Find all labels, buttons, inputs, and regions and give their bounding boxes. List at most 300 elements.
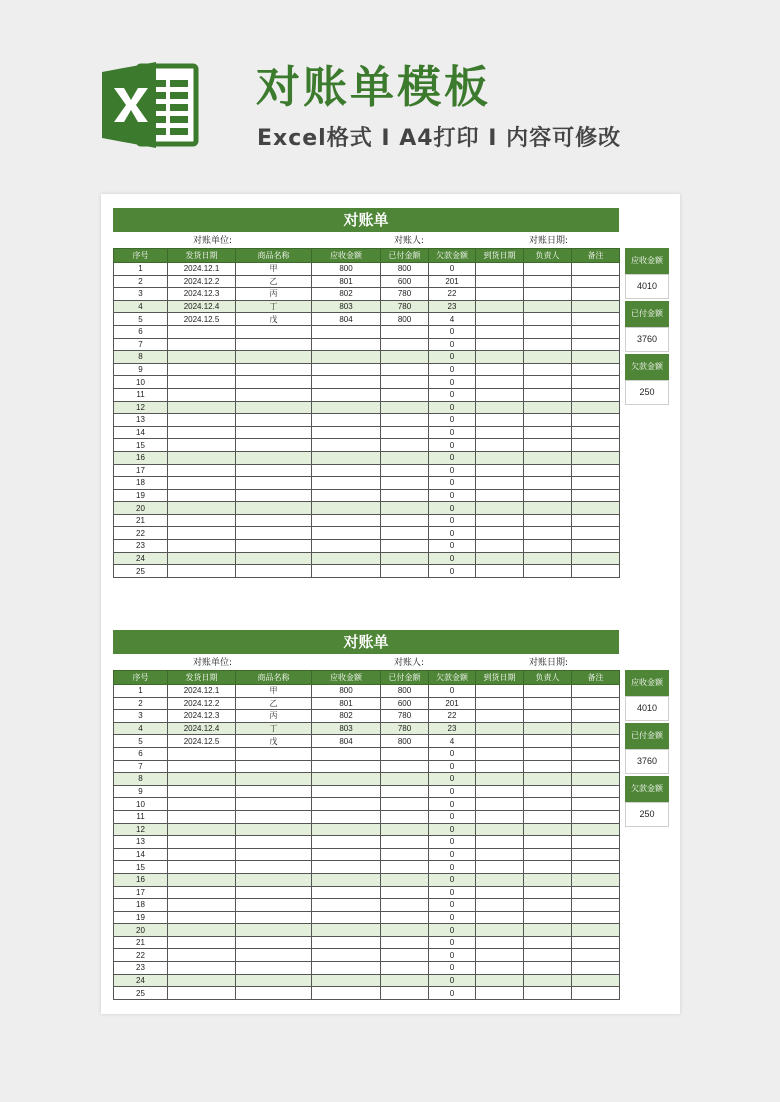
owed-cell[interactable]: 22	[429, 710, 476, 723]
receivable-cell[interactable]: 803	[312, 722, 381, 735]
owed-cell[interactable]: 0	[429, 810, 476, 823]
remark-cell[interactable]	[572, 414, 620, 427]
arrival-date-cell[interactable]	[476, 376, 524, 389]
ship-date-cell[interactable]: 2024.12.1	[168, 263, 236, 276]
seq-cell[interactable]: 8	[114, 773, 168, 786]
manager-cell[interactable]	[524, 489, 572, 502]
arrival-date-cell[interactable]	[476, 313, 524, 326]
product-cell[interactable]	[236, 785, 312, 798]
receivable-cell[interactable]	[312, 886, 381, 899]
owed-cell[interactable]: 0	[429, 376, 476, 389]
arrival-date-cell[interactable]	[476, 747, 524, 760]
manager-cell[interactable]	[524, 974, 572, 987]
arrival-date-cell[interactable]	[476, 540, 524, 553]
arrival-date-cell[interactable]	[476, 338, 524, 351]
manager-cell[interactable]	[524, 848, 572, 861]
arrival-date-cell[interactable]	[476, 760, 524, 773]
remark-cell[interactable]	[572, 873, 620, 886]
seq-cell[interactable]: 9	[114, 363, 168, 376]
ship-date-cell[interactable]	[168, 974, 236, 987]
receivable-cell[interactable]	[312, 873, 381, 886]
remark-cell[interactable]	[572, 313, 620, 326]
product-cell[interactable]	[236, 924, 312, 937]
paid-cell[interactable]	[381, 414, 429, 427]
ship-date-cell[interactable]	[168, 527, 236, 540]
arrival-date-cell[interactable]	[476, 873, 524, 886]
receivable-cell[interactable]	[312, 338, 381, 351]
owed-cell[interactable]: 201	[429, 275, 476, 288]
owed-cell[interactable]: 0	[429, 325, 476, 338]
ship-date-cell[interactable]	[168, 426, 236, 439]
manager-cell[interactable]	[524, 810, 572, 823]
receivable-cell[interactable]	[312, 848, 381, 861]
ship-date-cell[interactable]	[168, 848, 236, 861]
remark-cell[interactable]	[572, 540, 620, 553]
manager-cell[interactable]	[524, 924, 572, 937]
manager-cell[interactable]	[524, 760, 572, 773]
product-cell[interactable]	[236, 936, 312, 949]
receivable-cell[interactable]	[312, 477, 381, 490]
owed-cell[interactable]: 0	[429, 351, 476, 364]
paid-cell[interactable]: 800	[381, 263, 429, 276]
paid-cell[interactable]	[381, 338, 429, 351]
product-cell[interactable]	[236, 376, 312, 389]
ship-date-cell[interactable]	[168, 798, 236, 811]
remark-cell[interactable]	[572, 735, 620, 748]
paid-cell[interactable]	[381, 773, 429, 786]
seq-cell[interactable]: 15	[114, 439, 168, 452]
owed-cell[interactable]: 0	[429, 540, 476, 553]
ship-date-cell[interactable]	[168, 823, 236, 836]
receivable-cell[interactable]	[312, 489, 381, 502]
remark-cell[interactable]	[572, 351, 620, 364]
owed-cell[interactable]: 0	[429, 552, 476, 565]
ship-date-cell[interactable]	[168, 861, 236, 874]
seq-cell[interactable]: 18	[114, 899, 168, 912]
manager-cell[interactable]	[524, 263, 572, 276]
owed-cell[interactable]: 0	[429, 987, 476, 1000]
manager-cell[interactable]	[524, 514, 572, 527]
paid-cell[interactable]	[381, 489, 429, 502]
remark-cell[interactable]	[572, 527, 620, 540]
remark-cell[interactable]	[572, 823, 620, 836]
seq-cell[interactable]: 4	[114, 722, 168, 735]
product-cell[interactable]	[236, 848, 312, 861]
paid-cell[interactable]	[381, 823, 429, 836]
arrival-date-cell[interactable]	[476, 810, 524, 823]
product-cell[interactable]	[236, 886, 312, 899]
arrival-date-cell[interactable]	[476, 388, 524, 401]
remark-cell[interactable]	[572, 477, 620, 490]
receivable-cell[interactable]	[312, 401, 381, 414]
owed-cell[interactable]: 0	[429, 464, 476, 477]
paid-cell[interactable]: 780	[381, 710, 429, 723]
product-cell[interactable]: 甲	[236, 685, 312, 698]
arrival-date-cell[interactable]	[476, 836, 524, 849]
receivable-cell[interactable]	[312, 540, 381, 553]
paid-cell[interactable]: 600	[381, 275, 429, 288]
receivable-cell[interactable]	[312, 363, 381, 376]
receivable-cell[interactable]: 804	[312, 313, 381, 326]
product-cell[interactable]	[236, 911, 312, 924]
arrival-date-cell[interactable]	[476, 861, 524, 874]
receivable-cell[interactable]	[312, 949, 381, 962]
paid-cell[interactable]: 800	[381, 685, 429, 698]
manager-cell[interactable]	[524, 288, 572, 301]
paid-cell[interactable]	[381, 527, 429, 540]
receivable-cell[interactable]	[312, 376, 381, 389]
product-cell[interactable]	[236, 773, 312, 786]
manager-cell[interactable]	[524, 477, 572, 490]
paid-cell[interactable]	[381, 987, 429, 1000]
seq-cell[interactable]: 16	[114, 451, 168, 464]
manager-cell[interactable]	[524, 823, 572, 836]
paid-cell[interactable]	[381, 401, 429, 414]
product-cell[interactable]: 甲	[236, 263, 312, 276]
seq-cell[interactable]: 13	[114, 414, 168, 427]
owed-cell[interactable]: 0	[429, 363, 476, 376]
remark-cell[interactable]	[572, 565, 620, 578]
receivable-cell[interactable]	[312, 747, 381, 760]
manager-cell[interactable]	[524, 313, 572, 326]
paid-cell[interactable]	[381, 747, 429, 760]
remark-cell[interactable]	[572, 263, 620, 276]
manager-cell[interactable]	[524, 414, 572, 427]
manager-cell[interactable]	[524, 710, 572, 723]
seq-cell[interactable]: 1	[114, 685, 168, 698]
arrival-date-cell[interactable]	[476, 325, 524, 338]
paid-cell[interactable]: 780	[381, 722, 429, 735]
manager-cell[interactable]	[524, 502, 572, 515]
product-cell[interactable]	[236, 388, 312, 401]
manager-cell[interactable]	[524, 439, 572, 452]
receivable-cell[interactable]	[312, 773, 381, 786]
paid-cell[interactable]	[381, 861, 429, 874]
paid-cell[interactable]	[381, 451, 429, 464]
seq-cell[interactable]: 14	[114, 848, 168, 861]
owed-cell[interactable]: 0	[429, 760, 476, 773]
receivable-cell[interactable]	[312, 924, 381, 937]
product-cell[interactable]	[236, 798, 312, 811]
paid-cell[interactable]	[381, 924, 429, 937]
seq-cell[interactable]: 2	[114, 275, 168, 288]
ship-date-cell[interactable]	[168, 363, 236, 376]
manager-cell[interactable]	[524, 351, 572, 364]
remark-cell[interactable]	[572, 464, 620, 477]
remark-cell[interactable]	[572, 401, 620, 414]
manager-cell[interactable]	[524, 962, 572, 975]
remark-cell[interactable]	[572, 861, 620, 874]
manager-cell[interactable]	[524, 426, 572, 439]
receivable-cell[interactable]	[312, 527, 381, 540]
paid-cell[interactable]	[381, 363, 429, 376]
ship-date-cell[interactable]	[168, 388, 236, 401]
ship-date-cell[interactable]: 2024.12.3	[168, 288, 236, 301]
remark-cell[interactable]	[572, 710, 620, 723]
seq-cell[interactable]: 22	[114, 527, 168, 540]
seq-cell[interactable]: 17	[114, 886, 168, 899]
ship-date-cell[interactable]	[168, 502, 236, 515]
receivable-cell[interactable]	[312, 552, 381, 565]
ship-date-cell[interactable]	[168, 376, 236, 389]
owed-cell[interactable]: 0	[429, 836, 476, 849]
arrival-date-cell[interactable]	[476, 351, 524, 364]
paid-cell[interactable]: 780	[381, 288, 429, 301]
ship-date-cell[interactable]	[168, 325, 236, 338]
seq-cell[interactable]: 21	[114, 936, 168, 949]
manager-cell[interactable]	[524, 565, 572, 578]
manager-cell[interactable]	[524, 735, 572, 748]
seq-cell[interactable]: 1	[114, 263, 168, 276]
product-cell[interactable]	[236, 760, 312, 773]
owed-cell[interactable]: 0	[429, 798, 476, 811]
owed-cell[interactable]: 0	[429, 451, 476, 464]
manager-cell[interactable]	[524, 899, 572, 912]
arrival-date-cell[interactable]	[476, 451, 524, 464]
paid-cell[interactable]	[381, 848, 429, 861]
seq-cell[interactable]: 4	[114, 300, 168, 313]
ship-date-cell[interactable]	[168, 785, 236, 798]
ship-date-cell[interactable]	[168, 836, 236, 849]
ship-date-cell[interactable]: 2024.12.2	[168, 275, 236, 288]
manager-cell[interactable]	[524, 300, 572, 313]
product-cell[interactable]	[236, 502, 312, 515]
seq-cell[interactable]: 25	[114, 987, 168, 1000]
paid-cell[interactable]	[381, 376, 429, 389]
paid-cell[interactable]	[381, 388, 429, 401]
arrival-date-cell[interactable]	[476, 936, 524, 949]
owed-cell[interactable]: 0	[429, 924, 476, 937]
product-cell[interactable]	[236, 451, 312, 464]
receivable-cell[interactable]	[312, 798, 381, 811]
manager-cell[interactable]	[524, 785, 572, 798]
product-cell[interactable]: 丁	[236, 722, 312, 735]
ship-date-cell[interactable]	[168, 338, 236, 351]
paid-cell[interactable]	[381, 565, 429, 578]
manager-cell[interactable]	[524, 697, 572, 710]
owed-cell[interactable]: 0	[429, 785, 476, 798]
paid-cell[interactable]	[381, 426, 429, 439]
paid-cell[interactable]	[381, 873, 429, 886]
receivable-cell[interactable]	[312, 426, 381, 439]
ship-date-cell[interactable]	[168, 351, 236, 364]
receivable-cell[interactable]	[312, 911, 381, 924]
arrival-date-cell[interactable]	[476, 697, 524, 710]
arrival-date-cell[interactable]	[476, 710, 524, 723]
arrival-date-cell[interactable]	[476, 899, 524, 912]
product-cell[interactable]: 戊	[236, 313, 312, 326]
seq-cell[interactable]: 25	[114, 565, 168, 578]
remark-cell[interactable]	[572, 697, 620, 710]
ship-date-cell[interactable]	[168, 899, 236, 912]
arrival-date-cell[interactable]	[476, 552, 524, 565]
manager-cell[interactable]	[524, 911, 572, 924]
receivable-cell[interactable]	[312, 565, 381, 578]
arrival-date-cell[interactable]	[476, 288, 524, 301]
ship-date-cell[interactable]	[168, 464, 236, 477]
remark-cell[interactable]	[572, 848, 620, 861]
arrival-date-cell[interactable]	[476, 987, 524, 1000]
product-cell[interactable]	[236, 861, 312, 874]
owed-cell[interactable]: 0	[429, 439, 476, 452]
owed-cell[interactable]: 0	[429, 873, 476, 886]
seq-cell[interactable]: 5	[114, 313, 168, 326]
remark-cell[interactable]	[572, 552, 620, 565]
owed-cell[interactable]: 0	[429, 911, 476, 924]
product-cell[interactable]	[236, 338, 312, 351]
receivable-cell[interactable]: 801	[312, 697, 381, 710]
remark-cell[interactable]	[572, 974, 620, 987]
receivable-cell[interactable]: 802	[312, 288, 381, 301]
product-cell[interactable]: 乙	[236, 275, 312, 288]
ship-date-cell[interactable]	[168, 439, 236, 452]
receivable-cell[interactable]	[312, 823, 381, 836]
remark-cell[interactable]	[572, 773, 620, 786]
seq-cell[interactable]: 20	[114, 502, 168, 515]
receivable-cell[interactable]	[312, 987, 381, 1000]
owed-cell[interactable]: 0	[429, 388, 476, 401]
manager-cell[interactable]	[524, 722, 572, 735]
remark-cell[interactable]	[572, 936, 620, 949]
seq-cell[interactable]: 11	[114, 810, 168, 823]
manager-cell[interactable]	[524, 464, 572, 477]
product-cell[interactable]: 丙	[236, 710, 312, 723]
seq-cell[interactable]: 3	[114, 288, 168, 301]
remark-cell[interactable]	[572, 388, 620, 401]
remark-cell[interactable]	[572, 489, 620, 502]
product-cell[interactable]	[236, 489, 312, 502]
paid-cell[interactable]	[381, 540, 429, 553]
remark-cell[interactable]	[572, 798, 620, 811]
product-cell[interactable]	[236, 987, 312, 1000]
ship-date-cell[interactable]	[168, 565, 236, 578]
owed-cell[interactable]: 0	[429, 401, 476, 414]
paid-cell[interactable]: 600	[381, 697, 429, 710]
receivable-cell[interactable]	[312, 936, 381, 949]
product-cell[interactable]	[236, 464, 312, 477]
manager-cell[interactable]	[524, 936, 572, 949]
owed-cell[interactable]: 0	[429, 949, 476, 962]
manager-cell[interactable]	[524, 338, 572, 351]
product-cell[interactable]: 乙	[236, 697, 312, 710]
manager-cell[interactable]	[524, 873, 572, 886]
seq-cell[interactable]: 2	[114, 697, 168, 710]
receivable-cell[interactable]	[312, 325, 381, 338]
owed-cell[interactable]: 0	[429, 477, 476, 490]
receivable-cell[interactable]	[312, 464, 381, 477]
ship-date-cell[interactable]	[168, 886, 236, 899]
ship-date-cell[interactable]	[168, 962, 236, 975]
arrival-date-cell[interactable]	[476, 477, 524, 490]
manager-cell[interactable]	[524, 527, 572, 540]
receivable-cell[interactable]: 804	[312, 735, 381, 748]
seq-cell[interactable]: 12	[114, 823, 168, 836]
manager-cell[interactable]	[524, 987, 572, 1000]
arrival-date-cell[interactable]	[476, 685, 524, 698]
seq-cell[interactable]: 15	[114, 861, 168, 874]
remark-cell[interactable]	[572, 810, 620, 823]
ship-date-cell[interactable]	[168, 514, 236, 527]
seq-cell[interactable]: 12	[114, 401, 168, 414]
seq-cell[interactable]: 18	[114, 477, 168, 490]
remark-cell[interactable]	[572, 376, 620, 389]
ship-date-cell[interactable]: 2024.12.2	[168, 697, 236, 710]
remark-cell[interactable]	[572, 325, 620, 338]
owed-cell[interactable]: 0	[429, 502, 476, 515]
product-cell[interactable]	[236, 514, 312, 527]
seq-cell[interactable]: 10	[114, 798, 168, 811]
arrival-date-cell[interactable]	[476, 275, 524, 288]
product-cell[interactable]	[236, 873, 312, 886]
receivable-cell[interactable]: 802	[312, 710, 381, 723]
owed-cell[interactable]: 0	[429, 861, 476, 874]
product-cell[interactable]	[236, 351, 312, 364]
owed-cell[interactable]: 0	[429, 886, 476, 899]
owed-cell[interactable]: 0	[429, 489, 476, 502]
paid-cell[interactable]	[381, 552, 429, 565]
ship-date-cell[interactable]	[168, 540, 236, 553]
receivable-cell[interactable]	[312, 785, 381, 798]
product-cell[interactable]	[236, 325, 312, 338]
product-cell[interactable]	[236, 962, 312, 975]
manager-cell[interactable]	[524, 836, 572, 849]
receivable-cell[interactable]	[312, 388, 381, 401]
arrival-date-cell[interactable]	[476, 565, 524, 578]
owed-cell[interactable]: 0	[429, 565, 476, 578]
seq-cell[interactable]: 6	[114, 747, 168, 760]
remark-cell[interactable]	[572, 747, 620, 760]
paid-cell[interactable]: 800	[381, 735, 429, 748]
owed-cell[interactable]: 23	[429, 722, 476, 735]
receivable-cell[interactable]	[312, 836, 381, 849]
ship-date-cell[interactable]	[168, 936, 236, 949]
receivable-cell[interactable]	[312, 351, 381, 364]
remark-cell[interactable]	[572, 911, 620, 924]
owed-cell[interactable]: 0	[429, 747, 476, 760]
remark-cell[interactable]	[572, 886, 620, 899]
ship-date-cell[interactable]	[168, 924, 236, 937]
product-cell[interactable]: 戊	[236, 735, 312, 748]
owed-cell[interactable]: 0	[429, 426, 476, 439]
owed-cell[interactable]: 0	[429, 685, 476, 698]
owed-cell[interactable]: 0	[429, 823, 476, 836]
ship-date-cell[interactable]	[168, 810, 236, 823]
remark-cell[interactable]	[572, 426, 620, 439]
seq-cell[interactable]: 19	[114, 489, 168, 502]
product-cell[interactable]	[236, 899, 312, 912]
receivable-cell[interactable]: 803	[312, 300, 381, 313]
ship-date-cell[interactable]	[168, 987, 236, 1000]
ship-date-cell[interactable]: 2024.12.4	[168, 722, 236, 735]
remark-cell[interactable]	[572, 338, 620, 351]
product-cell[interactable]	[236, 823, 312, 836]
owed-cell[interactable]: 0	[429, 263, 476, 276]
owed-cell[interactable]: 0	[429, 936, 476, 949]
remark-cell[interactable]	[572, 502, 620, 515]
remark-cell[interactable]	[572, 722, 620, 735]
seq-cell[interactable]: 22	[114, 949, 168, 962]
paid-cell[interactable]: 780	[381, 300, 429, 313]
paid-cell[interactable]	[381, 464, 429, 477]
ship-date-cell[interactable]: 2024.12.4	[168, 300, 236, 313]
receivable-cell[interactable]	[312, 810, 381, 823]
product-cell[interactable]	[236, 747, 312, 760]
product-cell[interactable]	[236, 401, 312, 414]
paid-cell[interactable]	[381, 911, 429, 924]
arrival-date-cell[interactable]	[476, 823, 524, 836]
owed-cell[interactable]: 0	[429, 338, 476, 351]
remark-cell[interactable]	[572, 924, 620, 937]
